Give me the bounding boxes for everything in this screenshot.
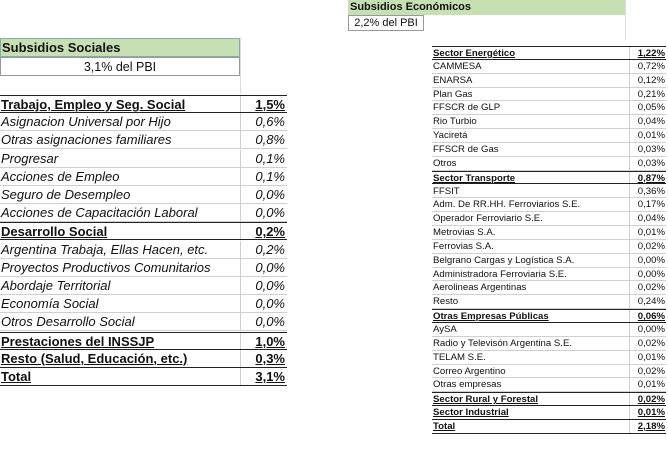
- row-value: 0,24%: [637, 296, 665, 308]
- table-row: [432, 337, 666, 351]
- row-label: Acciones de Capacitación Laboral: [1, 205, 198, 221]
- table-row: [432, 323, 666, 337]
- row-label: FFSCR de GLP: [433, 102, 501, 114]
- row-value: 0,2%: [255, 224, 285, 240]
- table-row: [0, 168, 287, 186]
- table-row: [0, 332, 287, 350]
- table-row: [0, 95, 287, 113]
- row-label: Sector Energético: [433, 48, 516, 59]
- table-row: [432, 46, 666, 60]
- row-label: Prestaciones del INSSJP: [1, 333, 155, 349]
- row-value: 0,36%: [637, 185, 665, 197]
- table-row: [0, 368, 287, 386]
- column-divider: [240, 333, 241, 349]
- social-title: Subsidios Sociales: [0, 38, 240, 57]
- column-divider: [629, 268, 630, 281]
- column-divider: [240, 313, 241, 330]
- table-row: [432, 309, 666, 323]
- table-row: [432, 129, 666, 143]
- row-value: 1,22%: [637, 48, 665, 59]
- row-label: Plan Gas: [433, 88, 473, 100]
- table-row: [432, 143, 666, 157]
- row-value: 1,0%: [255, 333, 285, 349]
- row-label: ENARSA: [433, 74, 473, 86]
- row-value: 1,5%: [255, 97, 285, 112]
- column-divider: [629, 88, 630, 101]
- row-value: 0,02%: [637, 394, 665, 406]
- table-row: [432, 101, 666, 115]
- column-divider: [629, 337, 630, 350]
- column-divider: [240, 241, 241, 258]
- table-row: [432, 88, 666, 102]
- economic-subtitle: 2,2% del PBI: [348, 15, 424, 31]
- row-label: Otros Desarrollo Social: [1, 314, 135, 330]
- column-divider: [240, 368, 241, 385]
- row-value: 0,2%: [255, 241, 285, 257]
- column-divider: [629, 406, 630, 419]
- row-value: 0,72%: [637, 60, 665, 72]
- row-value: 2,18%: [637, 420, 665, 432]
- row-label: Economía Social: [1, 296, 99, 312]
- row-value: 0,1%: [255, 150, 285, 166]
- row-value: 0,02%: [637, 365, 665, 377]
- row-label: Metrovias S.A.: [433, 227, 496, 239]
- row-label: Adm. De RR.HH. Ferroviarios S.E.: [433, 199, 581, 211]
- row-value: 0,00%: [637, 268, 665, 280]
- row-label: Radio y Televisón Argentina S.E.: [433, 337, 573, 349]
- row-value: 0,01%: [637, 130, 665, 142]
- column-divider: [240, 223, 241, 239]
- column-divider: [240, 113, 241, 130]
- column-divider: [629, 74, 630, 87]
- row-value: 0,01%: [637, 227, 665, 239]
- column-divider: [629, 172, 630, 184]
- column-divider: [629, 226, 630, 239]
- table-row: [432, 268, 666, 282]
- table-row: [432, 171, 666, 185]
- row-label: Proyectos Productivos Comunitarios: [1, 259, 211, 275]
- table-row: [432, 157, 666, 171]
- column-divider: [629, 351, 630, 364]
- table-row: [0, 295, 287, 313]
- row-value: 0,17%: [637, 199, 665, 211]
- row-value: 0,04%: [637, 116, 665, 128]
- table-row: [432, 240, 666, 254]
- row-value: 0,02%: [637, 240, 665, 252]
- column-divider: [240, 168, 241, 185]
- column-divider: [629, 393, 630, 405]
- row-value: 0,0%: [255, 314, 285, 330]
- row-label: Resto: [433, 296, 459, 308]
- row-value: 0,03%: [637, 157, 665, 169]
- table-row: [432, 60, 666, 74]
- row-label: Administradora Ferroviaria S.E.: [433, 268, 567, 280]
- table-row: [0, 313, 287, 331]
- row-value: 0,0%: [255, 278, 285, 293]
- row-value: 0,04%: [637, 213, 665, 225]
- row-label: FFSIT: [433, 185, 460, 197]
- column-divider: [629, 185, 630, 198]
- table-row: [0, 222, 287, 240]
- column-divider: [629, 101, 630, 114]
- row-value: 0,03%: [637, 143, 665, 155]
- row-label: Sector Rural y Forestal: [433, 394, 539, 406]
- row-label: CAMMESA: [433, 60, 482, 72]
- column-divider: [629, 254, 630, 267]
- grid-lines: [240, 38, 287, 94]
- row-value: 0,8%: [255, 132, 285, 148]
- row-label: Correo Argentino: [433, 365, 506, 377]
- table-row: [0, 350, 287, 368]
- row-label: Belgrano Cargas y Logística S.A.: [433, 254, 575, 266]
- table-row: [432, 281, 666, 295]
- row-label: Progresar: [1, 150, 59, 166]
- table-row: [0, 113, 287, 131]
- row-label: Otras asignaciones familiares: [1, 132, 172, 148]
- row-label: Rio Turbio: [433, 116, 477, 128]
- row-value: 0,0%: [255, 187, 285, 202]
- column-divider: [629, 60, 630, 73]
- column-divider: [240, 350, 241, 367]
- table-row: [432, 365, 666, 379]
- table-row: [432, 378, 666, 392]
- row-label: Aerolineas Argentinas: [433, 282, 527, 294]
- table-row: [0, 277, 287, 295]
- table-row: [432, 420, 666, 434]
- row-value: 0,01%: [637, 379, 665, 391]
- column-divider: [629, 240, 630, 253]
- row-value: 0,0%: [255, 296, 285, 312]
- row-value: 0,01%: [637, 351, 665, 363]
- column-divider: [629, 157, 630, 170]
- row-value: 0,21%: [637, 88, 665, 100]
- table-row: [0, 241, 287, 259]
- economic-title: Subsidios Económicos: [348, 0, 625, 15]
- row-value: 0,00%: [637, 254, 665, 266]
- row-value: 0,00%: [637, 324, 665, 335]
- table-row: [0, 131, 287, 149]
- column-divider: [240, 131, 241, 148]
- row-value: 0,01%: [637, 407, 665, 419]
- table-row: [432, 115, 666, 129]
- grid-lines: [625, 0, 666, 40]
- row-label: Total: [433, 420, 456, 432]
- table-row: [0, 150, 287, 168]
- row-value: 0,0%: [255, 205, 285, 221]
- table-row: [0, 204, 287, 222]
- column-divider: [629, 323, 630, 336]
- table-row: [432, 254, 666, 268]
- row-value: 0,02%: [637, 337, 665, 349]
- column-divider: [240, 277, 241, 294]
- row-label: Resto (Salud, Educación, etc.): [1, 350, 188, 366]
- column-divider: [240, 186, 241, 203]
- row-label: Sector Industrial: [433, 407, 509, 419]
- table-row: [432, 185, 666, 199]
- row-value: 0,05%: [637, 102, 665, 114]
- table-row: [432, 226, 666, 240]
- row-value: 0,3%: [255, 350, 285, 366]
- column-divider: [629, 143, 630, 156]
- column-divider: [240, 150, 241, 167]
- column-divider: [629, 281, 630, 294]
- row-label: Desarrollo Social: [1, 224, 108, 240]
- row-label: Asignacion Universal por Hijo: [1, 114, 171, 130]
- column-divider: [629, 295, 630, 308]
- row-value: 3,1%: [255, 369, 285, 384]
- column-divider: [629, 378, 630, 391]
- table-row: [432, 198, 666, 212]
- row-value: 0,02%: [637, 282, 665, 294]
- table-row: [432, 351, 666, 365]
- table-row: [432, 406, 666, 420]
- column-divider: [629, 129, 630, 142]
- column-divider: [240, 96, 241, 112]
- column-divider: [629, 212, 630, 225]
- column-divider: [629, 365, 630, 378]
- row-label: Otras empresas: [433, 379, 502, 391]
- row-label: Acciones de Empleo: [1, 168, 120, 184]
- social-subtitle: 3,1% del PBI: [0, 57, 240, 76]
- row-label: Seguro de Desempleo: [1, 187, 131, 202]
- column-divider: [629, 420, 630, 433]
- row-value: 0,1%: [255, 168, 285, 184]
- row-value: 0,12%: [637, 74, 665, 86]
- row-label: Sector Transporte: [433, 172, 516, 184]
- column-divider: [629, 310, 630, 322]
- row-value: 0,0%: [255, 259, 285, 275]
- row-label: Otros: [433, 157, 457, 169]
- row-value: 0,6%: [255, 114, 285, 130]
- row-label: Ferrovias S.A.: [433, 240, 494, 252]
- row-label: Yaciretá: [433, 130, 468, 142]
- row-label: AySA: [433, 324, 457, 335]
- table-row: [0, 259, 287, 277]
- column-divider: [629, 115, 630, 128]
- row-value: 0,06%: [637, 311, 665, 323]
- column-divider: [240, 295, 241, 312]
- row-label: TELAM S.E.: [433, 351, 486, 363]
- column-divider: [629, 198, 630, 211]
- table-row: [432, 212, 666, 226]
- table-row: [432, 74, 666, 88]
- table-row: [0, 186, 287, 204]
- column-divider: [629, 47, 630, 59]
- column-divider: [240, 259, 241, 276]
- row-label: FFSCR de Gas: [433, 143, 499, 155]
- row-label: Argentina Trabaja, Ellas Hacen, etc.: [1, 241, 209, 257]
- column-divider: [240, 204, 241, 221]
- table-row: [432, 295, 666, 309]
- row-label: Otras Empresas Públicas: [433, 311, 549, 323]
- row-label: Operador Ferroviario S.E.: [433, 213, 543, 225]
- row-label: Trabajo, Empleo y Seg. Social: [1, 97, 186, 112]
- row-label: Abordaje Territorial: [1, 278, 111, 293]
- row-label: Total: [1, 369, 32, 384]
- row-value: 0,87%: [637, 172, 665, 184]
- table-row: [432, 392, 666, 406]
